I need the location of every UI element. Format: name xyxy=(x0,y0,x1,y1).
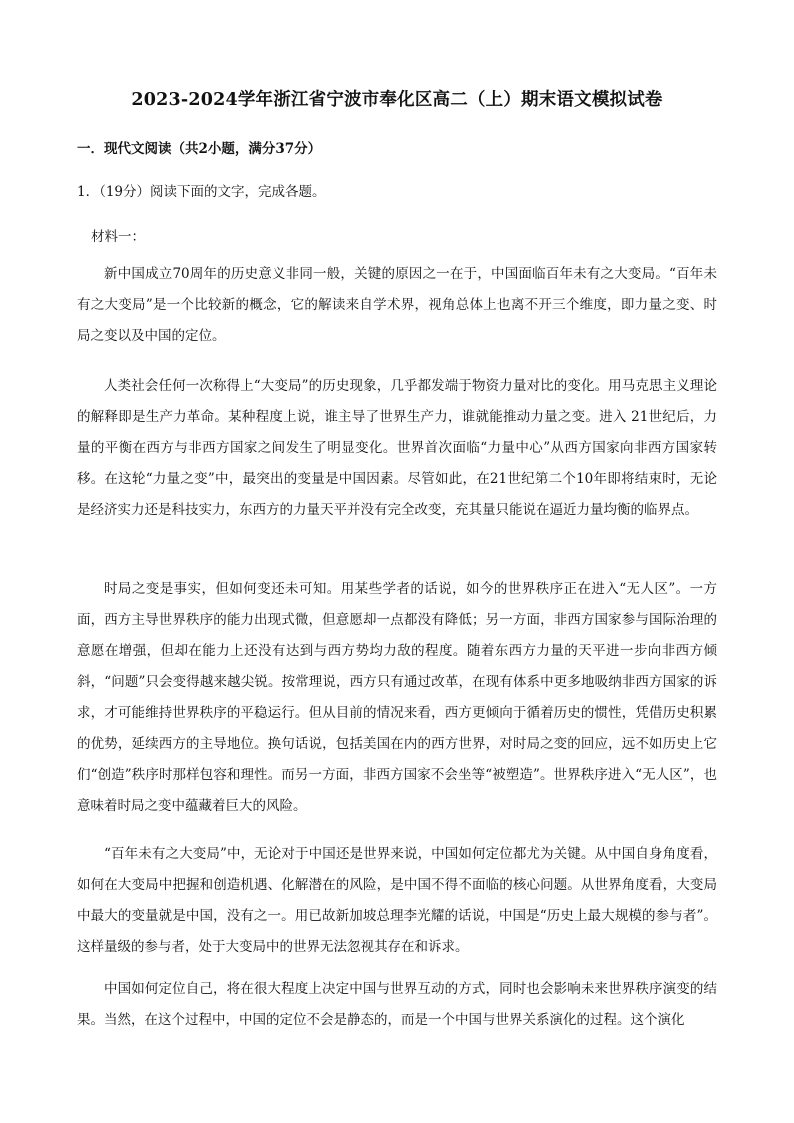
paragraph: 时局之变是事实，但如何变还未可知。用某些学者的话说，如今的世界秩序正在进入“无人区”。一方面，西方主导世界秩序的能力出现式微，但意愿却一点都没有降低；另一方面，非西方国家参与国际治理的意愿在增强，但却在能力上还没有达到与西方势均力敌的程度。随着东西方力量的天平进一步向非西方倾斜，“问题”只会变得越来越尖锐。按常理说，西方只有通过改革，在现有体系中更多地吸纳非西方国家的诉求，才可能维持世界秩序的平稳运行。但从目前的情况来看，西方更倾向于循着历史的惯性，凭借历史积累的优势，延续西方的主导地位。换句话说，包括美国在内的西方世界，对时局之变的回应，远不如历史上它们“创造”秩序时那样包容和理性。而另一方面，非西方国家不会坐等“被塑造”。世界秩序进入“无人区”，也意味着时局之变中蕴藏着巨大的风险。 xyxy=(77,581,717,814)
paragraph: 人类社会任何一次称得上“大变局”的历史现象，几乎都发端于物资力量对比的变化。用马克思主义理论的解释即是生产力革命。某种程度上说，谁主导了世界生产力，谁就能推动力量之变。进入 21世纪后，力量的平衡在西方与非西方国家之间发生了明显变化。世界首次面临“力量中心”从西方国家向非西方国家转移。在这轮“力量之变”中，最突出的变量是中国因素。尽管如此，在21世纪第二个10年即将结束时，无论是经济实力还是科技实力，东西方的力量天平并没有完全改变，充其量只能说在逼近力量均衡的临界点。 xyxy=(77,378,717,518)
paragraph: 新中国成立70周年的历史意义非同一般，关键的原因之一在于，中国面临百年未有之大变局。“百年未有之大变局”是一个比较新的概念，它的解读来自学术界，视角总体上也离不开三个维度，即力量之变、时局之变以及中国的定位。 xyxy=(77,266,717,344)
material-label: 材料一： xyxy=(91,229,145,245)
question-intro: 1．（19分）阅读下面的文字，完成各题。 xyxy=(77,184,326,200)
page-title: 2023-2024学年浙江省宁波市奉化区高二（上）期末语文模拟试卷 xyxy=(131,90,663,110)
section-heading: 一．现代文阅读（共2小题，满分37分） xyxy=(77,141,322,157)
paragraph: 中国如何定位自己，将在很大程度上决定中国与世界互动的方式，同时也会影响未来世界秩序演变的结果。当然，在这个过程中，中国的定位不会是静态的，而是一个中国与世界关系演化的过程。这个演化 xyxy=(77,981,717,1028)
paragraph: “百年未有之大变局”中，无论对于中国还是世界来说，中国如何定位都尤为关键。从中国自身角度看，如何在大变局中把握和创造机遇、化解潜在的风险，是中国不得不面临的核心问题。从世界角度看，大变局中最大的变量就是中国，没有之一。用已故新加坡总理李光耀的话说，中国是“历史上最大规模的参与者”。这样量级的参与者，处于大变局中的世界无法忽视其存在和诉求。 xyxy=(77,846,717,955)
